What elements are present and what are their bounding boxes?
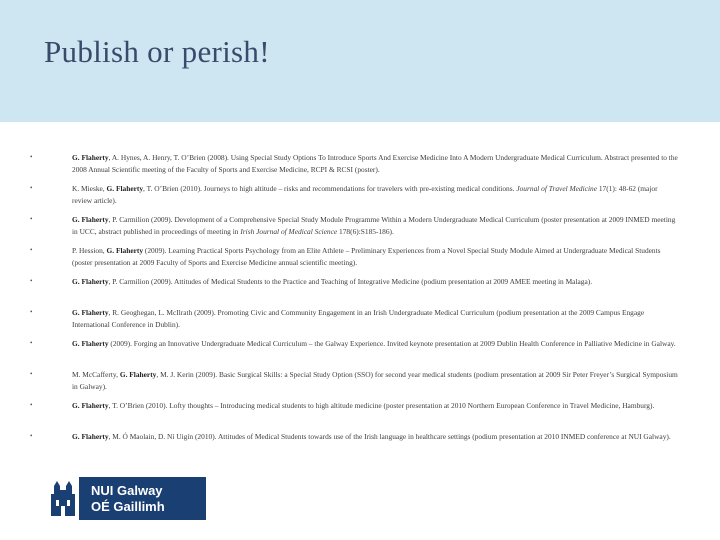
bullet: • [30, 246, 33, 254]
ref-text: , P. Carmilion (2009). Development of a Comprehensive Special Study Module Programme Within a Modern Undergraduate Medical Curriculum (poster presentation at 2009 INMED meeting in UCC, abstract published in proceedings of meeting in [72, 215, 676, 236]
ref-text: K. Mieske, [72, 184, 107, 193]
ref-author-bold: G. Flaherty [72, 339, 109, 348]
ref-author-bold: G. Flaherty [72, 153, 109, 162]
page-title: Publish or perish! [44, 34, 270, 69]
bullet: • [30, 432, 33, 440]
list-item [30, 338, 678, 369]
bullet: • [30, 370, 33, 378]
bullet: • [30, 215, 33, 223]
ref-author-bold: G. Flaherty [106, 246, 144, 255]
list-item [30, 245, 678, 276]
ref-text: P. Hession, [72, 246, 107, 255]
ref-text: , T. O’Brien (2010). Lofty thoughts – Introducing medical students to high altitude medicine (poster presentation at 2010 Northern European Conference in Travel Medicine, Hamburg). [108, 401, 655, 410]
ref-text: , A. Hynes, A. Henry, T. O’Brien (2008). Using Special Study Options To Introduce Sports And Exercise Medicine Into A Modern Undergraduate Medical Curriculum. Abstract presented to the 2008 Annual Scientific meeting of the Faculty of Sports and Exercise Medicine, RCPI & RCSI (poster). [72, 153, 678, 174]
ref-text: M. McCafferty, [72, 370, 120, 379]
reference-list [30, 152, 678, 462]
ref-journal: Irish Journal of Medical Science [240, 226, 338, 236]
header-band [0, 0, 720, 122]
ref-text: (2009). Learning Practical Sports Psychology from an Elite Athlete – Preliminary Experiences from a Novel Special Study Module Aimed at Undergraduate Medical Students (poster presentation at 2009 Faculty of Sports and Exercise Medicine annual scientific meeting). [72, 246, 661, 267]
ref-journal: Journal of Travel Medicine [516, 184, 597, 193]
ref-author-bold: G. Flaherty [72, 401, 109, 410]
list-item [30, 152, 678, 183]
ref-author-bold: G. Flaherty [72, 277, 109, 286]
bullet: • [30, 277, 33, 285]
bullet: • [30, 308, 33, 316]
ref-text: 178(6):S185-186). [337, 226, 394, 236]
ref-author-bold: G. Flaherty [106, 184, 144, 193]
bullet: • [30, 401, 33, 409]
bullet: • [30, 153, 33, 161]
list-item [30, 431, 678, 462]
bullet: • [30, 184, 33, 192]
ref-text: , T. O’Brien (2010). Journeys to high altitude – risks and recommendations for travelers with pre-existing medical conditions. [143, 184, 517, 193]
ref-text: 17(1): 48-62 (major review article). [72, 184, 658, 205]
ref-text: (2009). Forging an Innovative Undergraduate Medical Curriculum – the Galway Experience. Invited keynote presentation at 2009 Dublin Health Conference in Palliative Medicine in Galway. [108, 339, 676, 348]
logo-text [79, 483, 165, 515]
ref-author-bold: G. Flaherty [119, 370, 157, 379]
logo-line-irish: OÉ Gaillimh [91, 498, 165, 514]
ref-text: , M. Ó Maolain, D. Ní Uigín (2010). Attitudes of Medical Students towards use of the Irish language in healthcare settings (podium presentation at 2010 INMED conference at NUI Galway). [108, 432, 671, 441]
bullet: • [30, 339, 33, 347]
ref-text: , M. J. Kerin (2009). Basic Surgical Skills: a Special Study Option (SSO) for second year medical students (podium presentation at 2009 Sir Peter Freyer’s Surgical Symposium in Galway). [72, 370, 678, 391]
list-item [30, 307, 678, 338]
ref-author-bold: G. Flaherty [72, 215, 109, 224]
ref-text: , R. Geoghegan, L. McIlrath (2009). Promoting Civic and Community Engagement in an Irish Undergraduate Medical Curriculum (podium presentation at the 2009 Campus Engage International Conference in Dublin). [72, 308, 645, 329]
logo-line-english: NUI Galway [91, 482, 163, 498]
list-item [30, 369, 678, 400]
list-item [30, 276, 678, 307]
ref-author-bold: G. Flaherty [72, 432, 109, 441]
list-item [30, 214, 678, 245]
list-item [30, 400, 678, 431]
crest-icon [46, 477, 79, 520]
list-item [30, 183, 678, 214]
ref-text: , P. Carmilion (2009). Attitudes of Medical Students to the Practice and Teaching of Integrative Medicine (podium presentation at 2009 AMEE meeting in Malaga). [108, 277, 593, 286]
university-logo [46, 477, 206, 520]
ref-author-bold: G. Flaherty [72, 308, 109, 317]
